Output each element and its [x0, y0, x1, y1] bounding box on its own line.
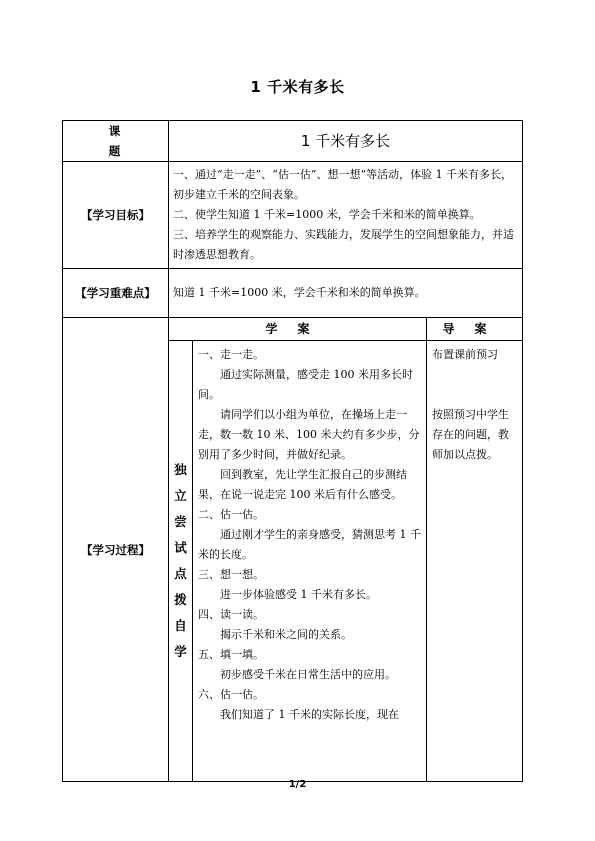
plan-step-text: 我们知道了 1 千米的实际长度，现在: [220, 708, 399, 721]
goals-row: [63, 162, 523, 269]
page-number: 1/2: [288, 779, 307, 790]
document-title: 1 千米有多长: [250, 78, 345, 96]
plan-step-heading: 五、填一填。: [198, 648, 264, 661]
plan-step-heading: 三、想一想。: [198, 568, 264, 581]
key-points-row: [63, 269, 523, 318]
plan-step-text: 初步感受千米在日常生活中的应用。: [220, 668, 396, 681]
goals-content: [169, 162, 523, 269]
goal-item: 三、培养学生的观察能力、实践能力，发展学生的空间想象能力，并适时渗透思想教育。: [173, 228, 514, 261]
stage-label: 独 立 尝 试 点 拨 自 学: [169, 341, 193, 782]
plan-step-heading: 六、估一估。: [198, 688, 264, 701]
guide-note: 布置课前预习: [432, 348, 498, 361]
plan-step-heading: 一、走一走。: [198, 348, 264, 361]
plan-step-text: 通过刚才学生的亲身感受，猜测思考 1 千米的长度。: [198, 528, 421, 561]
plan-step-text: 回到教室，先让学生汇报自己的步测结果，在说一说走完 100 米后有什么感受。: [198, 468, 407, 501]
topic-label: 课题: [63, 121, 169, 162]
key-points-label: 【学习重难点】: [63, 269, 169, 318]
guide-content: [427, 341, 523, 782]
topic-value: 1 千米有多长: [169, 121, 523, 162]
topic-row: [63, 121, 523, 162]
process-header-row: [63, 318, 523, 341]
plan-step-heading: 二、估一估。: [198, 508, 264, 521]
goal-item: 二、使学生知道 1 千米=1000 米，学会千米和米的简单换算。: [173, 208, 481, 221]
goals-label: 【学习目标】: [63, 162, 169, 269]
goal-item: 一、通过“走一走”、“估一估”、想一想“等活动，体验 1 千米有多长，初步建立千米的空间表象。: [173, 168, 513, 201]
guide-note: 按照预习中学生存在的问题，教师加以点拨。: [432, 408, 509, 461]
plan-step-text: 揭示千米和米之间的关系。: [220, 628, 352, 641]
plan-step-text: 通过实际测量，感受走 100 米用多长时间。: [198, 368, 413, 401]
plan-step-heading: 四、读一读。: [198, 608, 264, 621]
lesson-plan-table: [62, 120, 523, 782]
plan-step-text: 请同学们以小组为单位，在操场上走一走，数一数 10 米、100 米大约有多少步，分别用了多少时间，并做好纪录。: [198, 408, 420, 461]
key-points-text: 知道 1 千米=1000 米，学会千米和米的简单换算。: [169, 269, 523, 318]
process-label: 【学习过程】: [63, 318, 169, 782]
guide-column-header: 导案: [427, 318, 523, 341]
plan-content: [193, 341, 427, 782]
plan-column-header: 学案: [169, 318, 427, 341]
plan-step-text: 进一步体验感受 1 千米有多长。: [220, 588, 377, 601]
